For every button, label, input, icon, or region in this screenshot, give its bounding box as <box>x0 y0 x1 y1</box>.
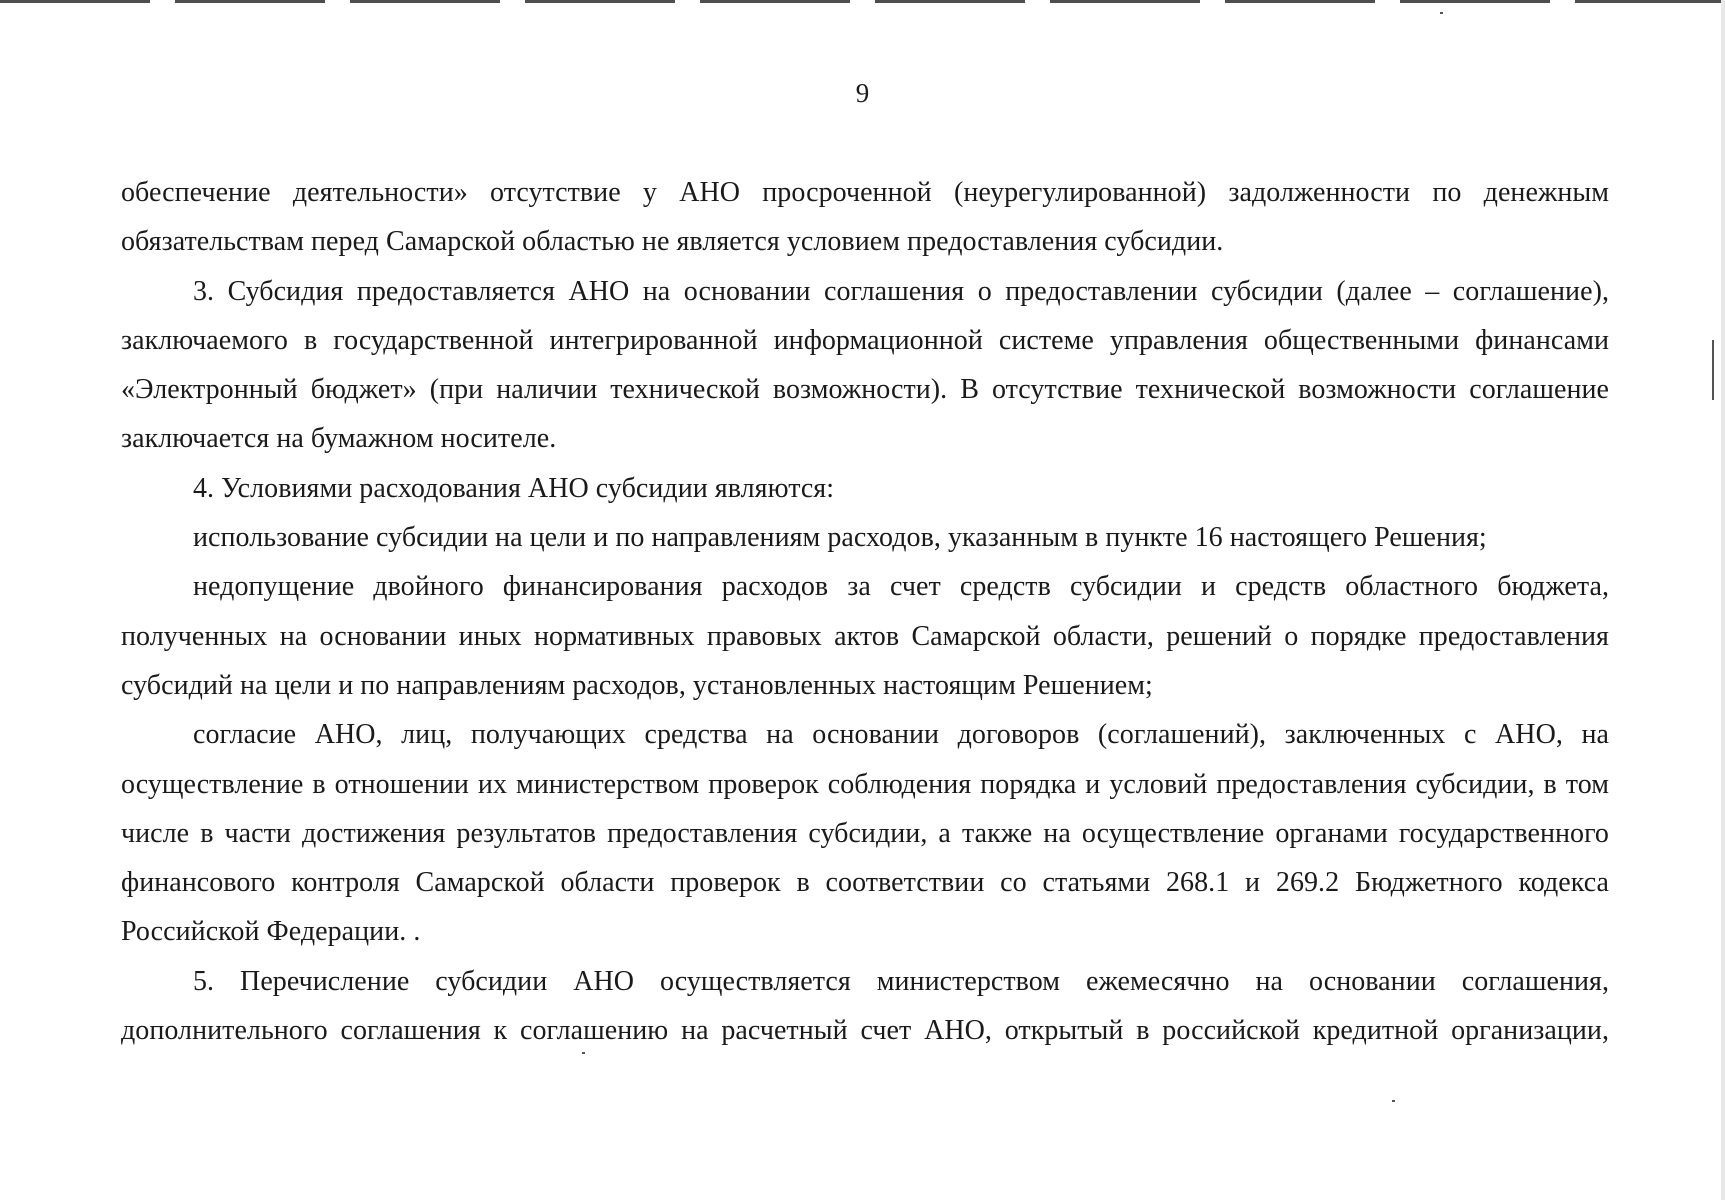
scan-speck <box>1712 340 1714 400</box>
page-number: 9 <box>855 78 870 108</box>
scan-speck <box>1392 1100 1395 1102</box>
scan-top-edge <box>0 0 1725 3</box>
paragraph-item-4: 4. Условиями расходования АНО субсидии являются: <box>193 472 835 504</box>
paragraph-continuation: обеспечение деятельности» отсутствие у АНО просроченной (неурегулированной) задолженности по денежным обязательствам перед Самарской областью не является условием предоставления субсидии. <box>121 177 1609 258</box>
scan-speck <box>1440 12 1443 14</box>
paragraph-condition-no-double-funding: недопущение двойного финансирования расходов за счет средств субсидии и средств областного бюджета, полученных на основании иных нормативных правовых актов Самарской области, решений о порядке предоставления субсидий на цели и по направлениям расходов, установленных настоящим Решением; <box>121 571 1609 701</box>
scan-right-edge <box>1721 0 1725 1200</box>
paragraph-item-5: 5. Перечисление субсидии АНО осуществляется министерством ежемесячно на основании соглашения, дополнительного соглашения к соглашению на расчетный счет АНО, открытый в российской кредитной организации, <box>121 965 1609 1047</box>
paragraph-condition-use: использование субсидии на цели и по направлениям расходов, указанным в пункте 16 настоящего Решения; <box>193 522 1487 554</box>
paragraph-condition-consent: согласие АНО, лиц, получающих средства на основании договоров (соглашений), заключенных с АНО, на осуществление в отношении их министерством проверок соблюдения порядка и условий предоставления субсидии, в том числе в части достижения результатов предоставления субсидии, а также на осуществление органами государственного финансового контроля Самарской области проверок в соответствии со статьями 268.1 и 269.2 Бюджетного кодекса Российской Федерации. . <box>121 719 1609 948</box>
paragraph-item-3: 3. Субсидия предоставляется АНО на основании соглашения о предоставлении субсидии (далее – соглашение), заключаемого в государственной интегрированной информационной системе управления общественными финансами «Электронный бюджет» (при наличии технической возможности). В отсутствие технической возможности соглашение заключается на бумажном носителе. <box>121 275 1609 455</box>
document-body <box>121 168 1609 1055</box>
